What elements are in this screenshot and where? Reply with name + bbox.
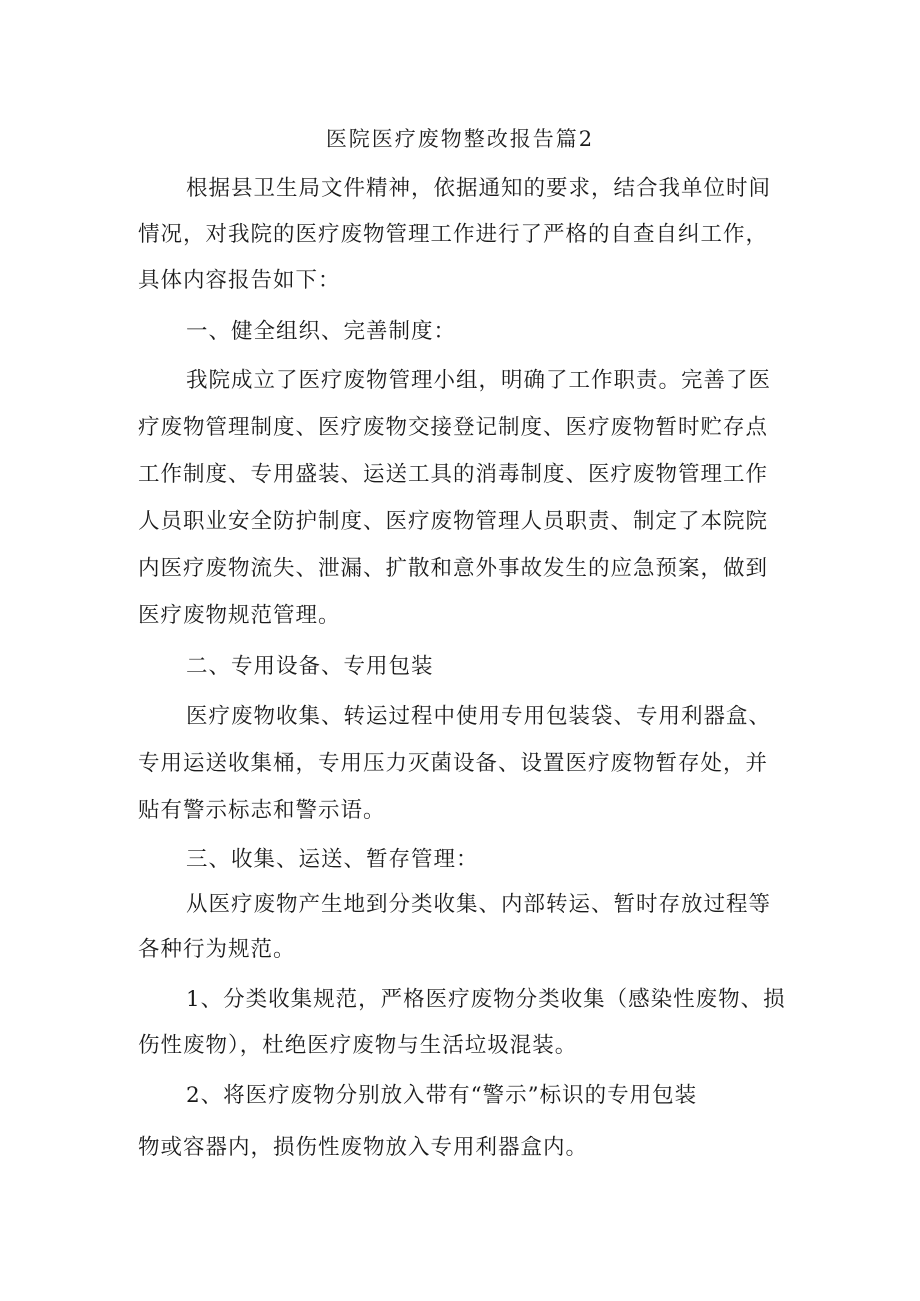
paragraph-line: 医疗废物规范管理。 (138, 603, 341, 628)
section-heading: 二、专用设备、专用包装 (186, 654, 434, 679)
paragraph-line: 具体内容报告如下： (138, 268, 341, 293)
paragraph-line: 物或容器内，损伤性废物放入专用利器盒内。 (138, 1135, 589, 1160)
paragraph-line: 1、分类收集规范，严格医疗废物分类收集（感染性废物、损 (186, 987, 786, 1012)
paragraph-line: 专用运送收集桶，专用压力灭菌设备、设置医疗废物暂存处，并 (138, 751, 769, 776)
paragraph-line: 贴有警示标志和警示语。 (138, 798, 386, 823)
paragraph-line: 人员职业安全防护制度、医疗废物管理人员职责、制定了本院院 (138, 509, 769, 534)
paragraph-line: 情况，对我院的医疗废物管理工作进行了严格的自查自纠工作， (138, 222, 769, 247)
paragraph-line: 各种行为规范。 (138, 937, 296, 962)
paragraph-line: 内医疗废物流失、泄漏、扩散和意外事故发生的应急预案，做到 (138, 556, 769, 581)
paragraph-line: 工作制度、专用盛装、运送工具的消毒制度、医疗废物管理工作 (138, 462, 769, 487)
paragraph-line: 我院成立了医疗废物管理小组，明确了工作职责。完善了医 (186, 368, 772, 393)
document-title: 医院医疗废物整改报告篇2 (325, 127, 595, 151)
paragraph-line: 2、将医疗废物分别放入带有“警示”标识的专用包装 (186, 1083, 698, 1108)
paragraph-line: 伤性废物），杜绝医疗废物与生活垃圾混装。 (138, 1033, 578, 1058)
section-heading: 三、收集、运送、暂存管理： (186, 847, 479, 872)
paragraph-line: 医疗废物收集、转运过程中使用专用包装袋、专用利器盒、 (186, 704, 772, 729)
section-heading: 一、健全组织、完善制度： (186, 319, 457, 344)
paragraph-line: 根据县卫生局文件精神，依据通知的要求，结合我单位时间 (186, 176, 772, 201)
paragraph-line: 从医疗废物产生地到分类收集、内部转运、暂时存放过程等 (186, 892, 772, 917)
paragraph-line: 疗废物管理制度、医疗废物交接登记制度、医疗废物暂时贮存点 (138, 415, 769, 440)
